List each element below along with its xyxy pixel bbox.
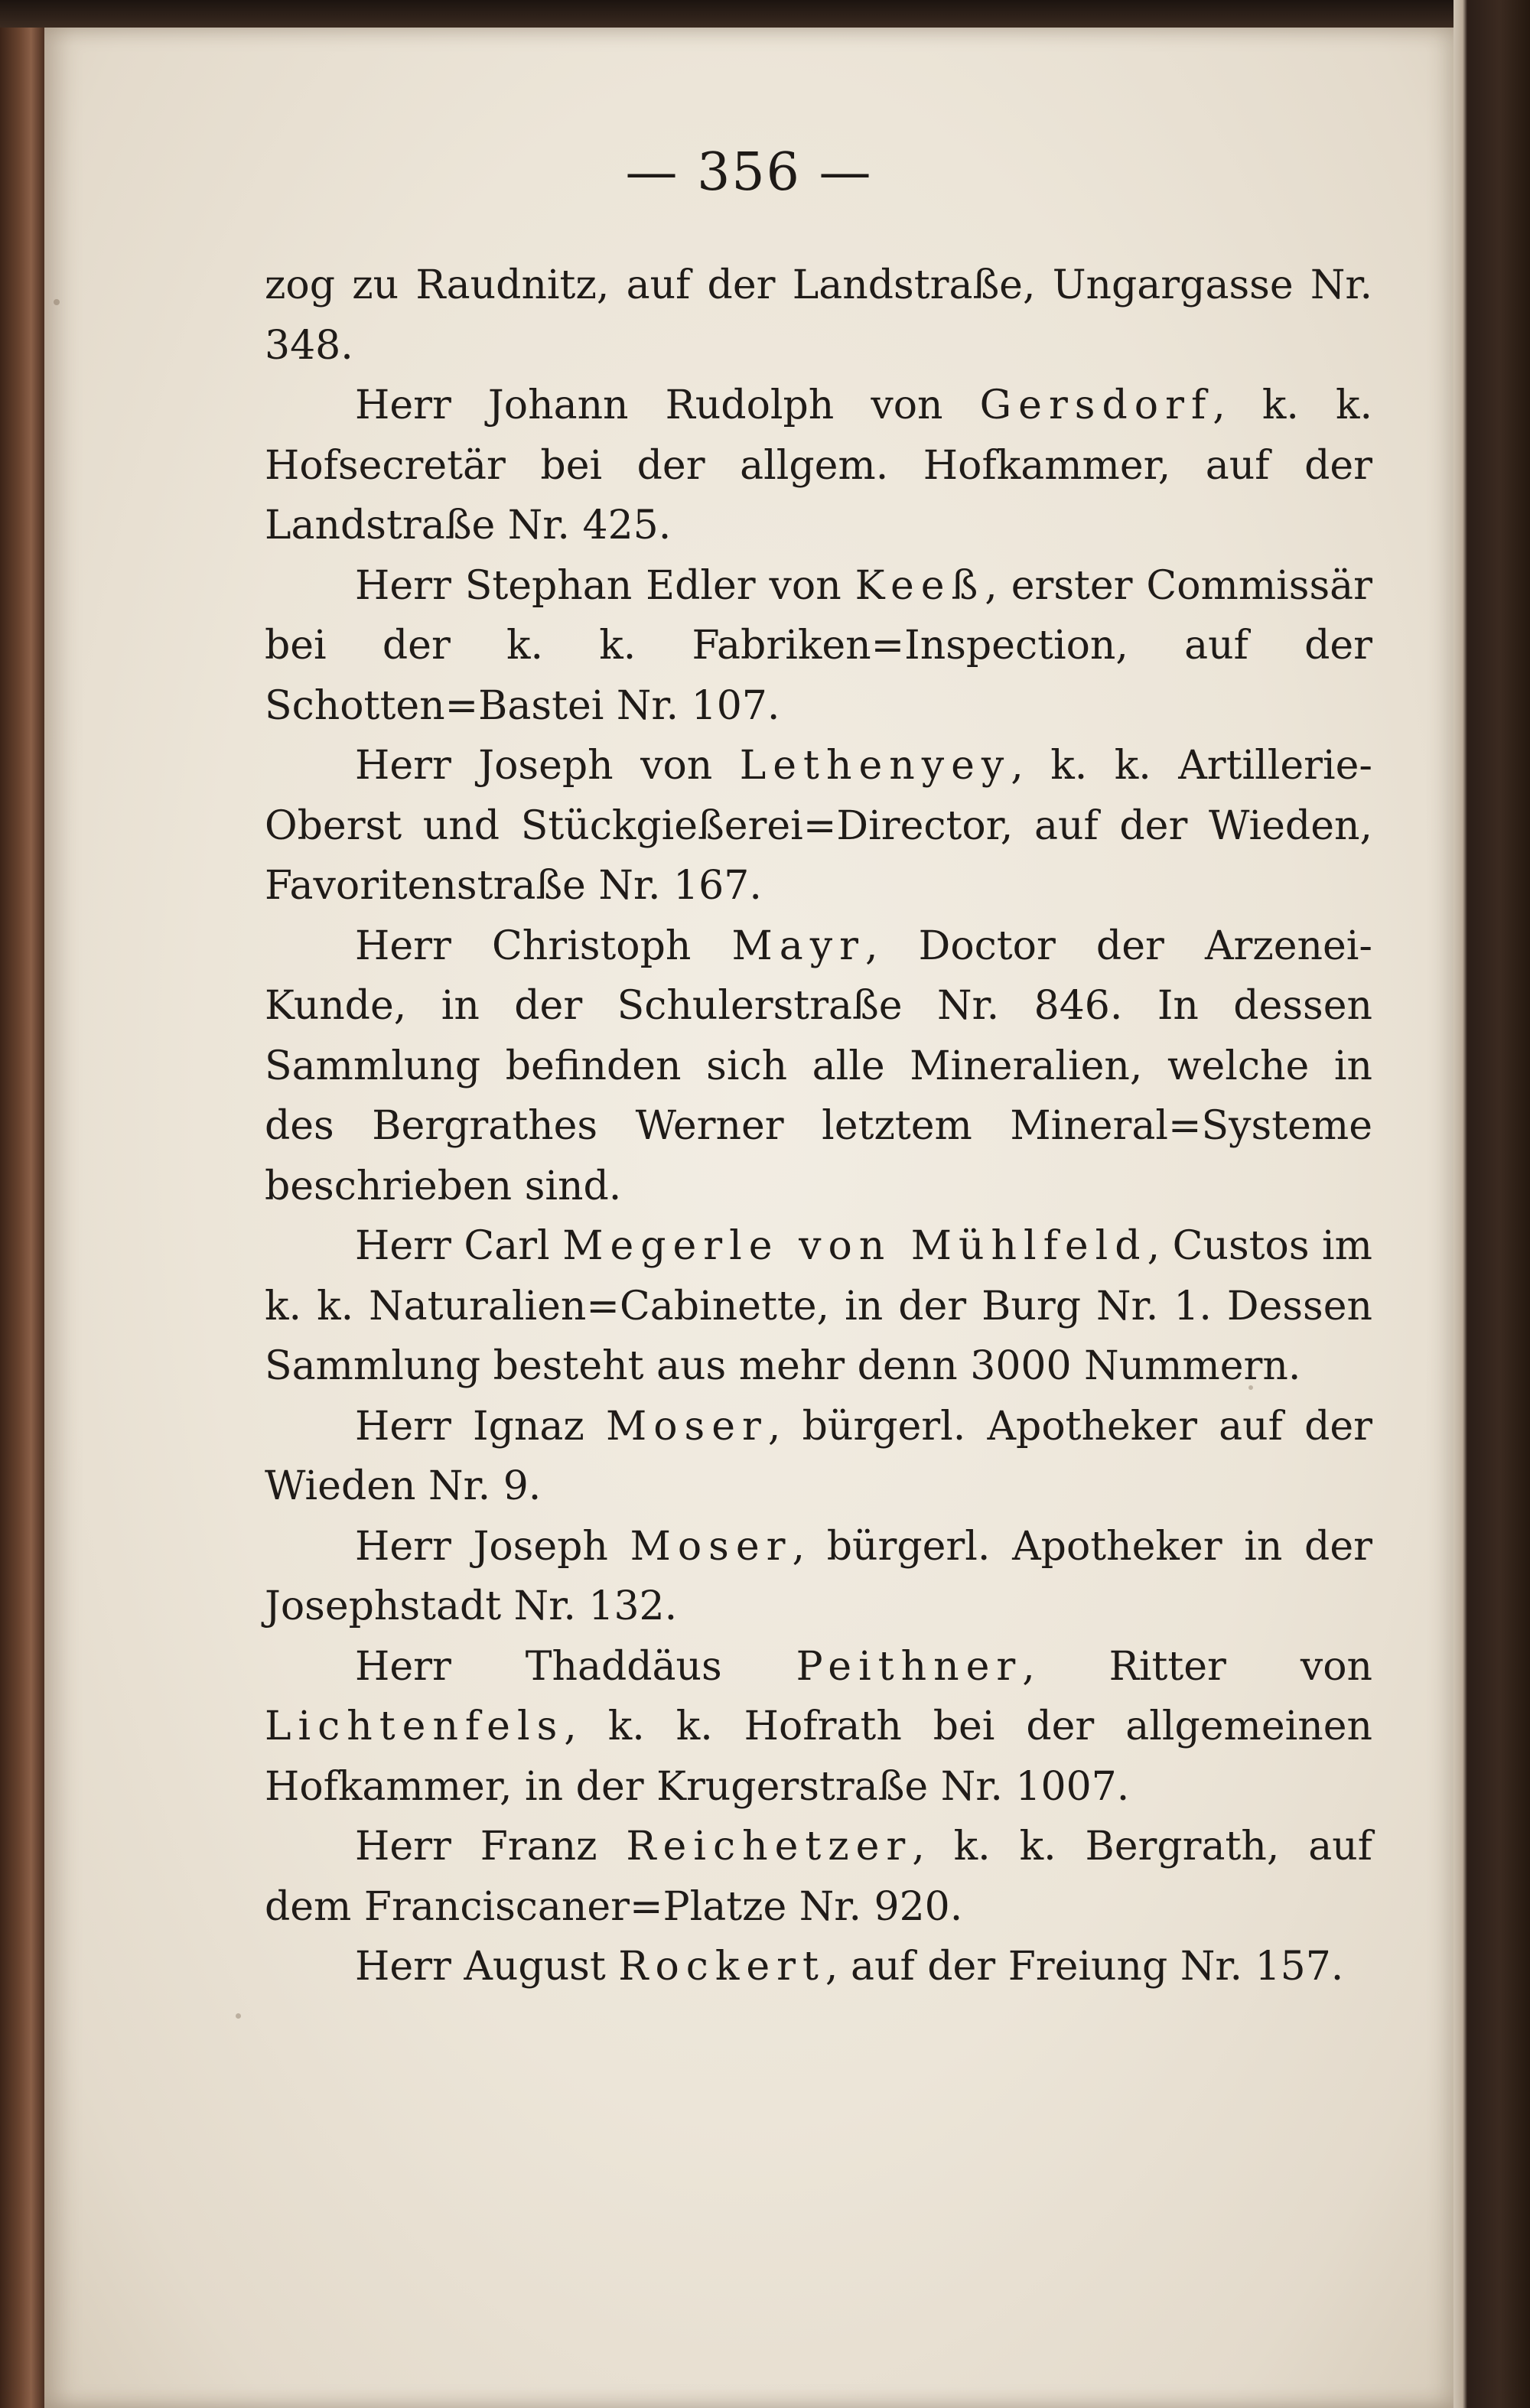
- entry-surname: Mayr: [731, 923, 865, 969]
- entry-surname: Keeß: [855, 562, 985, 609]
- directory-entry: [265, 736, 1372, 916]
- entry-surname: Moser: [630, 1523, 793, 1570]
- paper-blemish: [236, 2013, 241, 2019]
- directory-entry: [265, 1817, 1372, 1937]
- entry-text: Herr August: [355, 1944, 619, 1990]
- directory-entry: [265, 1397, 1372, 1517]
- entry-surname: Lethenyey: [739, 743, 1011, 789]
- entry-text: , k. k. Hofrath bei der allgemeinen Hofkammer, in der Krugerstraße Nr. 1007.: [265, 1703, 1372, 1810]
- page-number: — 356 —: [625, 142, 873, 203]
- book-page: [44, 28, 1454, 2408]
- entry-surname: Megerle von Mühlfeld: [562, 1223, 1148, 1269]
- entry-text: Herr Christoph: [355, 923, 732, 969]
- entry-text: Herr Stephan Edler von: [355, 562, 855, 609]
- directory-entry: [265, 255, 1372, 376]
- directory-entry: [265, 1517, 1372, 1637]
- entry-text: , k. k. Bergrath, auf dem Franciscaner=Platze Nr. 920.: [265, 1824, 1372, 1930]
- paper-blemish: [54, 299, 60, 305]
- next-page-edge: [1454, 0, 1530, 2408]
- directory-entry: [265, 916, 1372, 1217]
- scan-top-edge: [0, 0, 1530, 28]
- entry-text: , auf der Freiung Nr. 157.: [825, 1944, 1344, 1990]
- directory-entry: [265, 1937, 1372, 1997]
- entry-surname: Peithner: [796, 1643, 1023, 1690]
- entry-text: Herr Thaddäus: [355, 1643, 796, 1690]
- entry-text: , Ritter von: [1022, 1643, 1372, 1690]
- entry-surname: Rockert: [618, 1944, 825, 1990]
- directory-entry: [265, 376, 1372, 556]
- entry-text: zog zu Raudnitz, auf der Landstraße, Ungargasse Nr. 348.: [265, 262, 1372, 369]
- entry-text: Herr Joseph von: [355, 743, 740, 789]
- page-text: [265, 255, 1372, 1997]
- entry-surname: Moser: [605, 1403, 768, 1450]
- entry-text: Herr Franz: [355, 1824, 627, 1869]
- entry-text: , Doctor der Arzenei-Kunde, in der Schulerstraße Nr. 846. In dessen Sammlung befinden sich alle Mineralien, welche in des Bergrathes Werner letztem Mineral=Systeme beschrieben sind.: [265, 923, 1372, 1209]
- entry-text: , bürgerl. Apotheker auf der Wieden Nr. 9.: [265, 1403, 1372, 1509]
- entry-surname: Lichtenfels: [265, 1703, 565, 1749]
- directory-entry: [265, 1637, 1372, 1817]
- entry-text: , k. k. Artillerie-Oberst und Stückgießerei=Director, auf der Wieden, Favoritenstraße Nr. 167.: [265, 743, 1372, 909]
- entry-text: , bürgerl. Apotheker in der Josephstadt Nr. 132.: [265, 1523, 1372, 1629]
- entry-text: Herr Carl: [355, 1223, 563, 1269]
- entry-text: , Custos im k. k. Naturalien=Cabinette, in der Burg Nr. 1. Dessen Sammlung besteht aus mehr denn 3000 Nummern.: [265, 1223, 1372, 1389]
- entry-text: , k. k. Hofsecretär bei der allgem. Hofkammer, auf der Landstraße Nr. 425.: [265, 382, 1372, 548]
- entry-text: , erster Commissär bei der k. k. Fabriken=Inspection, auf der Schotten=Bastei Nr. 107.: [265, 562, 1372, 729]
- entry-surname: Reichetzer: [626, 1824, 913, 1869]
- entry-text: Herr Joseph: [355, 1523, 630, 1570]
- book-binding-edge: [0, 0, 44, 2408]
- entry-surname: Gersdorf: [979, 382, 1213, 428]
- paper-blemish: [1248, 1385, 1253, 1390]
- directory-entry: [265, 1216, 1372, 1397]
- entry-text: Herr Ignaz: [355, 1403, 606, 1450]
- entry-text: Herr Johann Rudolph von: [355, 382, 980, 428]
- directory-entry: [265, 556, 1372, 737]
